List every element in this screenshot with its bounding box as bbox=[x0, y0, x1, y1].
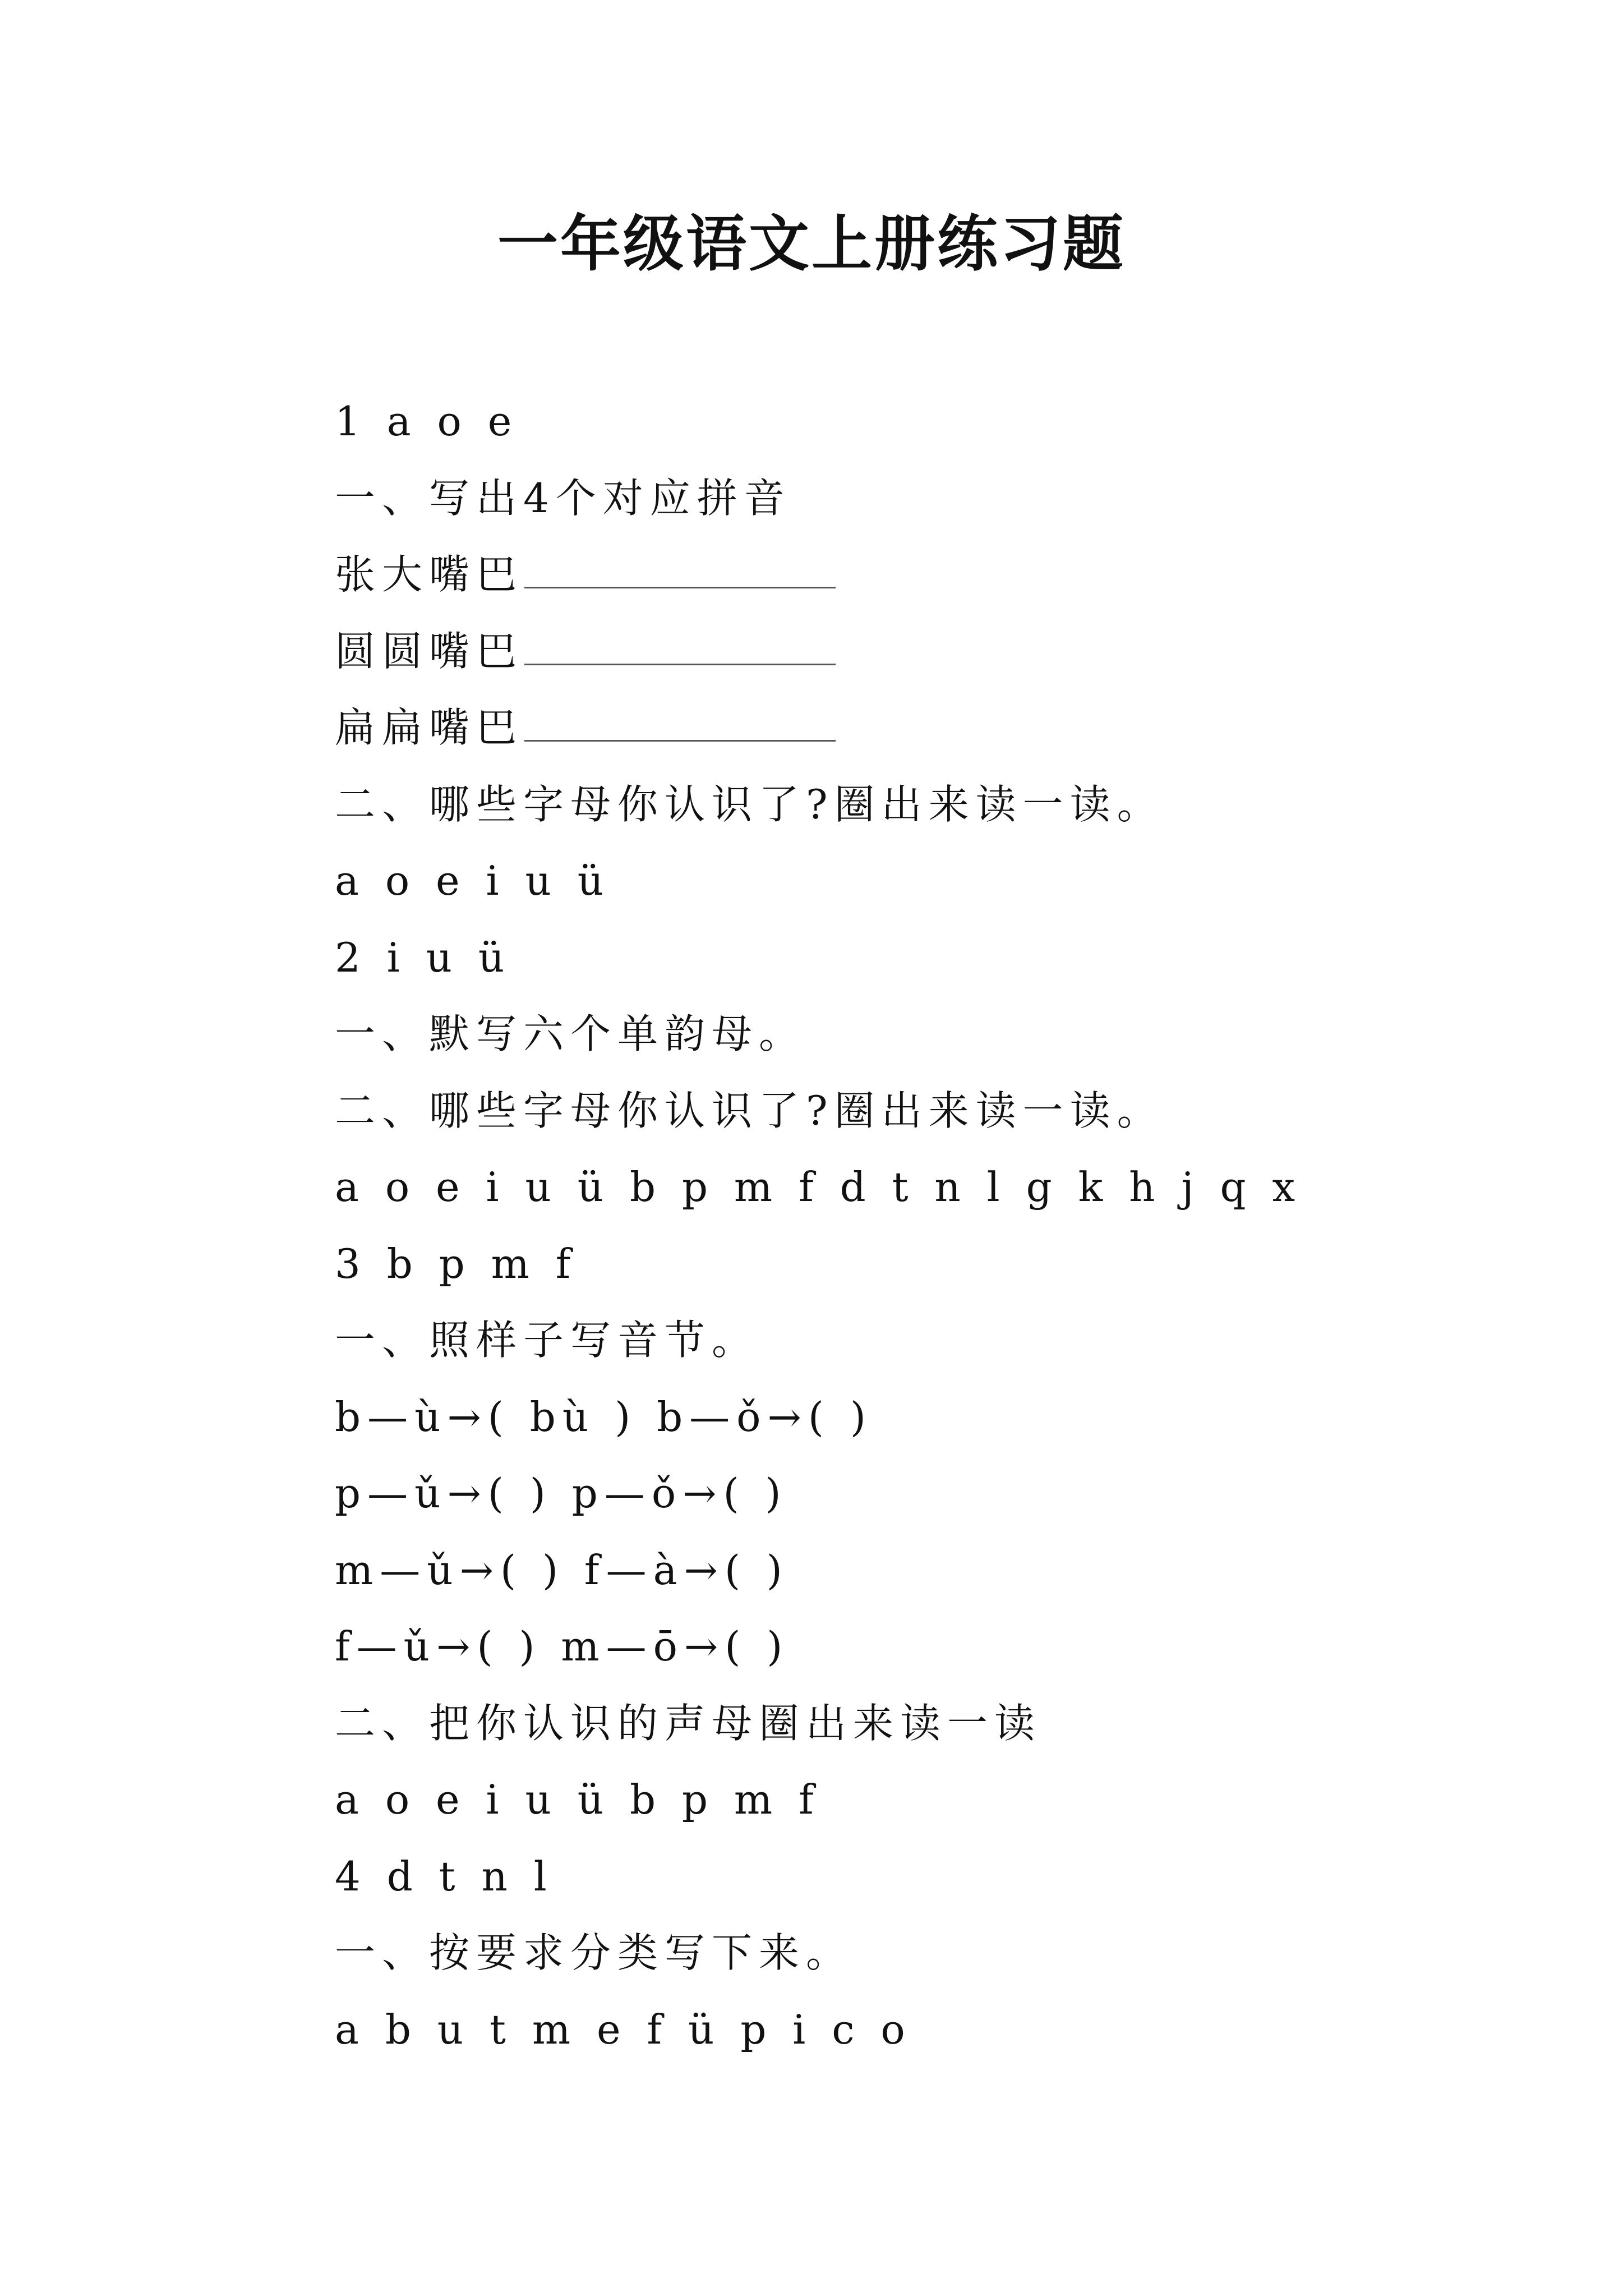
fill-in-label: 张大嘴巴 bbox=[335, 551, 524, 598]
line-text: 4 d t n l bbox=[335, 1852, 554, 1900]
line-text: 一、按要求分类写下来。 bbox=[335, 1929, 854, 1976]
syllable-exercise-row bbox=[335, 1455, 1513, 1532]
question-heading bbox=[335, 460, 1513, 537]
section-heading-3 bbox=[335, 1226, 1513, 1303]
line-text: 2 i u ü bbox=[335, 933, 511, 981]
letter-row bbox=[335, 843, 1513, 919]
line-text: 一、写出4个对应拼音 bbox=[335, 474, 791, 522]
line-text: 1 a o e bbox=[335, 398, 519, 445]
line-text: p—ǔ→( ) p—ǒ→( ) bbox=[335, 1470, 788, 1517]
worksheet-body bbox=[335, 383, 1513, 2068]
page-title: 一年级语文上册练习题 bbox=[497, 209, 1126, 279]
section-heading-4 bbox=[335, 1838, 1513, 1915]
line-text: 一、默写六个单韵母。 bbox=[335, 1010, 806, 1057]
section-heading-2 bbox=[335, 919, 1513, 996]
letter-row bbox=[335, 1761, 1513, 1838]
letter-row bbox=[335, 1991, 1513, 2068]
line-text: 二、哪些字母你认识了?圈出来读一读。 bbox=[335, 780, 1164, 828]
section-heading-1 bbox=[335, 383, 1513, 460]
fill-in-label: 圆圆嘴巴 bbox=[335, 627, 524, 675]
answer-blank[interactable] bbox=[524, 700, 836, 742]
line-text: 3 b p m f bbox=[335, 1240, 578, 1287]
line-text: a o e i u ü b p m f d t n l g k h j q x bbox=[335, 1163, 1302, 1211]
syllable-exercise-row bbox=[335, 1532, 1513, 1609]
line-text: b—ù→( bù ) b—ǒ→( ) bbox=[335, 1393, 873, 1441]
question-heading bbox=[335, 766, 1513, 843]
question-heading bbox=[335, 1685, 1513, 1762]
fill-in-row bbox=[335, 689, 1513, 766]
fill-in-row bbox=[335, 613, 1513, 690]
line-text: a o e i u ü b p m f bbox=[335, 1776, 820, 1823]
question-heading bbox=[335, 1073, 1513, 1149]
question-heading bbox=[335, 996, 1513, 1073]
syllable-exercise-row bbox=[335, 1379, 1513, 1456]
line-text: f—ǔ→( ) m—ō→( ) bbox=[335, 1623, 790, 1670]
syllable-exercise-row bbox=[335, 1608, 1513, 1685]
question-heading bbox=[335, 1915, 1513, 1991]
line-text: 二、哪些字母你认识了?圈出来读一读。 bbox=[335, 1087, 1164, 1134]
letter-row bbox=[335, 1149, 1513, 1226]
line-text: m—ǔ→( ) f—à→( ) bbox=[335, 1546, 789, 1594]
question-heading bbox=[335, 1302, 1513, 1379]
fill-in-label: 扁扁嘴巴 bbox=[335, 704, 524, 751]
line-text: 一、照样子写音节。 bbox=[335, 1317, 759, 1364]
fill-in-row bbox=[335, 536, 1513, 613]
answer-blank[interactable] bbox=[524, 623, 836, 665]
answer-blank[interactable] bbox=[524, 546, 836, 588]
line-text: 二、把你认识的声母圈出来读一读 bbox=[335, 1699, 1042, 1747]
line-text: a o e i u ü bbox=[335, 857, 611, 904]
line-text: a b u t m e f ü p i c o bbox=[335, 2005, 912, 2053]
